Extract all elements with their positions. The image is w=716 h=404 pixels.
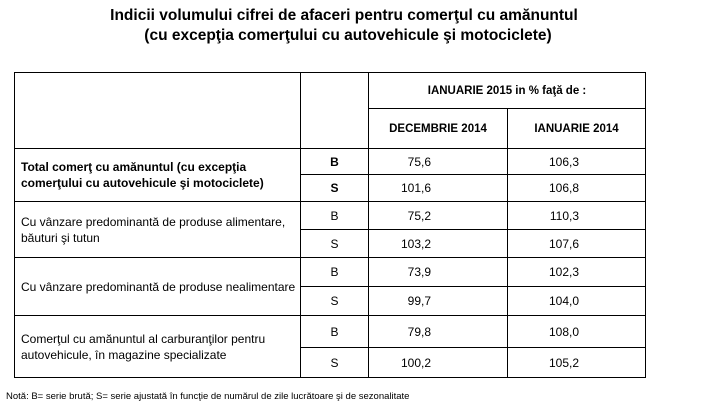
series-code: S [301, 348, 369, 378]
value-ianuarie: 107,6 [508, 230, 646, 258]
series-code: B [301, 149, 369, 175]
series-code: S [301, 287, 369, 316]
table-row [15, 258, 646, 287]
value-ianuarie: 106,8 [508, 175, 646, 202]
value-decembrie: 101,6 [369, 175, 508, 202]
row-label-nealimentare: Cu vânzare predominantă de produse nealimentare [15, 258, 301, 316]
value-ianuarie: 108,0 [508, 316, 646, 348]
series-code: B [301, 202, 369, 230]
value-decembrie: 75,2 [369, 202, 508, 230]
value-decembrie: 103,2 [369, 230, 508, 258]
header-empty-cell [15, 73, 301, 149]
value-decembrie: 75,6 [369, 149, 508, 175]
value-ianuarie: 106,3 [508, 149, 646, 175]
header-code-cell [301, 73, 369, 149]
table-row [15, 149, 646, 175]
col-header-ianuarie: IANUARIE 2014 [508, 109, 646, 149]
group-header: IANUARIE 2015 in % faţă de : [369, 73, 646, 109]
value-decembrie: 79,8 [369, 316, 508, 348]
table-row [15, 202, 646, 230]
data-table [14, 72, 646, 378]
value-ianuarie: 105,2 [508, 348, 646, 378]
value-ianuarie: 102,3 [508, 258, 646, 287]
col-header-decembrie: DECEMBRIE 2014 [369, 109, 508, 149]
value-ianuarie: 104,0 [508, 287, 646, 316]
footnote: Notă: B= serie brută; S= serie ajustată în funcţie de numărul de zile lucrătoare şi de sezonalitate [6, 391, 410, 402]
value-ianuarie: 110,3 [508, 202, 646, 230]
value-decembrie: 73,9 [369, 258, 508, 287]
value-decembrie: 99,7 [369, 287, 508, 316]
series-code: B [301, 316, 369, 348]
series-code: B [301, 258, 369, 287]
row-label-alimentare: Cu vânzare predominantă de produse alimentare, băuturi şi tutun [15, 202, 301, 258]
page-title: Indicii volumului cifrei de afaceri pentru comerţul cu amănuntul [110, 7, 578, 24]
page-subtitle: (cu excepţia comerţului cu autovehicule şi motociclete) [144, 27, 552, 44]
row-label-total: Total comerţ cu amănuntul (cu excepţia comerţului cu autovehicule şi motociclete) [15, 149, 301, 202]
table-row [15, 316, 646, 348]
header-row [15, 73, 646, 109]
series-code: S [301, 230, 369, 258]
row-label-carburanti: Comerţul cu amănuntul al carburanţilor pentru autovehicule, în magazine specializate [15, 316, 301, 378]
series-code: S [301, 175, 369, 202]
value-decembrie: 100,2 [369, 348, 508, 378]
